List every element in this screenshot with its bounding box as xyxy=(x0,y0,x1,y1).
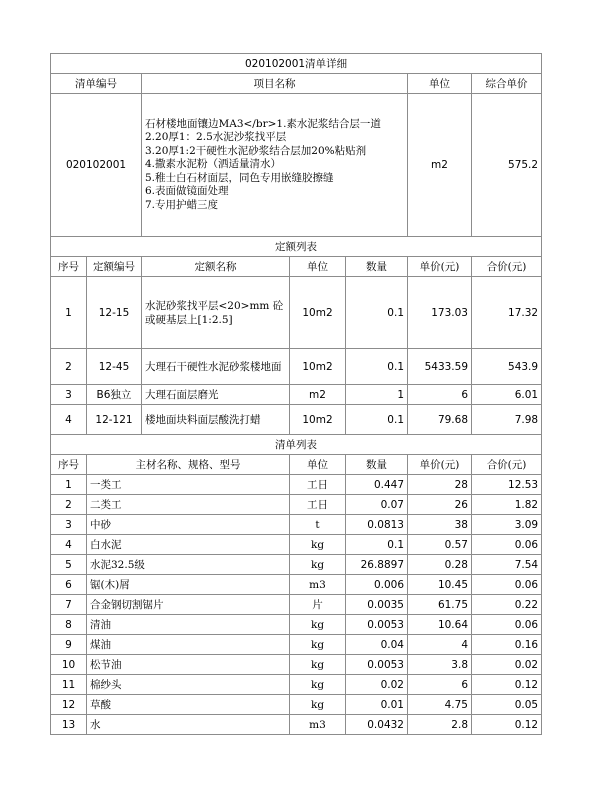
material-price: 28 xyxy=(408,475,472,495)
material-row xyxy=(51,495,542,515)
material-no: 3 xyxy=(51,515,87,535)
material-total: 3.09 xyxy=(472,515,542,535)
quota-code: B6独立 xyxy=(87,385,142,405)
quota-no: 4 xyxy=(51,405,87,435)
material-unit: m3 xyxy=(290,715,346,735)
quota-unit: 10m2 xyxy=(290,405,346,435)
quota-price: 173.03 xyxy=(408,277,472,349)
material-qty: 0.447 xyxy=(346,475,408,495)
quota-row xyxy=(51,405,542,435)
material-no: 13 xyxy=(51,715,87,735)
material-price: 6 xyxy=(408,675,472,695)
material-unit: 片 xyxy=(290,595,346,615)
item-price: 575.2 xyxy=(472,94,542,237)
material-unit: 工日 xyxy=(290,495,346,515)
material-row xyxy=(51,655,542,675)
material-unit: 工日 xyxy=(290,475,346,495)
quota-name: 水泥砂浆找平层<20>mm 砼或硬基层上[1:2.5] xyxy=(142,277,290,349)
material-no: 6 xyxy=(51,575,87,595)
material-no: 10 xyxy=(51,655,87,675)
material-qty: 0.006 xyxy=(346,575,408,595)
material-total: 0.12 xyxy=(472,715,542,735)
material-total: 0.22 xyxy=(472,595,542,615)
quota-row xyxy=(51,349,542,385)
quota-name: 楼地面块料面层酸洗打蜡 xyxy=(142,405,290,435)
material-unit: kg xyxy=(290,555,346,575)
materials-column-header: 单位 xyxy=(290,455,346,475)
quota-qty: 0.1 xyxy=(346,277,408,349)
quota-total: 17.32 xyxy=(472,277,542,349)
materials-header-row xyxy=(51,455,542,475)
material-name: 白水泥 xyxy=(87,535,290,555)
quota-total: 6.01 xyxy=(472,385,542,405)
material-name: 水泥32.5级 xyxy=(87,555,290,575)
item-code: 020102001 xyxy=(51,94,142,237)
material-name: 一类工 xyxy=(87,475,290,495)
material-price: 2.8 xyxy=(408,715,472,735)
material-price: 3.8 xyxy=(408,655,472,675)
material-total: 12.53 xyxy=(472,475,542,495)
material-price: 61.75 xyxy=(408,595,472,615)
material-row xyxy=(51,715,542,735)
material-name: 合金钢切割锯片 xyxy=(87,595,290,615)
material-unit: kg xyxy=(290,635,346,655)
material-total: 0.06 xyxy=(472,615,542,635)
material-total: 0.06 xyxy=(472,535,542,555)
material-no: 7 xyxy=(51,595,87,615)
materials-section-title: 清单列表 xyxy=(51,435,542,455)
materials-column-header: 合价(元) xyxy=(472,455,542,475)
quota-total: 543.9 xyxy=(472,349,542,385)
material-row xyxy=(51,615,542,635)
quota-qty: 0.1 xyxy=(346,349,408,385)
quota-name: 大理石干硬性水泥砂浆楼地面 xyxy=(142,349,290,385)
quota-price: 5433.59 xyxy=(408,349,472,385)
material-name: 松节油 xyxy=(87,655,290,675)
material-name: 水 xyxy=(87,715,290,735)
material-price: 26 xyxy=(408,495,472,515)
quota-section-row xyxy=(51,237,542,257)
material-row xyxy=(51,555,542,575)
quota-price: 79.68 xyxy=(408,405,472,435)
material-unit: kg xyxy=(290,535,346,555)
name-header: 项目名称 xyxy=(142,74,408,94)
material-row xyxy=(51,515,542,535)
material-price: 0.57 xyxy=(408,535,472,555)
materials-column-header: 序号 xyxy=(51,455,87,475)
item-header-row xyxy=(51,74,542,94)
material-qty: 0.0035 xyxy=(346,595,408,615)
material-qty: 0.0053 xyxy=(346,655,408,675)
quota-section-title: 定额列表 xyxy=(51,237,542,257)
quota-no: 2 xyxy=(51,349,87,385)
quota-column-header: 数量 xyxy=(346,257,408,277)
quota-column-header: 定额名称 xyxy=(142,257,290,277)
material-qty: 0.07 xyxy=(346,495,408,515)
code-header: 清单编号 xyxy=(51,74,142,94)
quota-row xyxy=(51,385,542,405)
quota-code: 12-121 xyxy=(87,405,142,435)
sheet-title: 020102001清单详细 xyxy=(51,54,542,74)
material-row xyxy=(51,675,542,695)
material-row xyxy=(51,635,542,655)
quota-qty: 1 xyxy=(346,385,408,405)
material-unit: t xyxy=(290,515,346,535)
material-unit: kg xyxy=(290,615,346,635)
description-line: 5.稚士白石材面层，同色专用嵌缝胶擦缝 xyxy=(145,171,334,184)
material-total: 0.16 xyxy=(472,635,542,655)
title-row xyxy=(51,54,542,74)
materials-column-header: 数量 xyxy=(346,455,408,475)
material-unit: kg xyxy=(290,675,346,695)
material-total: 1.82 xyxy=(472,495,542,515)
quota-column-header: 单位 xyxy=(290,257,346,277)
description-line: 3.20厚1:2干硬性水泥砂浆结合层加20%粘贴剂 xyxy=(145,144,367,157)
quota-unit: m2 xyxy=(290,385,346,405)
material-price: 10.45 xyxy=(408,575,472,595)
material-name: 煤油 xyxy=(87,635,290,655)
material-no: 1 xyxy=(51,475,87,495)
material-name: 棉纱头 xyxy=(87,675,290,695)
material-price: 38 xyxy=(408,515,472,535)
quota-column-header: 单价(元) xyxy=(408,257,472,277)
quota-unit: 10m2 xyxy=(290,277,346,349)
description-line: 7.专用护蜡三度 xyxy=(145,198,219,211)
material-qty: 0.1 xyxy=(346,535,408,555)
quota-column-header: 定额编号 xyxy=(87,257,142,277)
material-price: 0.28 xyxy=(408,555,472,575)
price-header: 综合单价 xyxy=(472,74,542,94)
material-row xyxy=(51,695,542,715)
material-row xyxy=(51,575,542,595)
material-price: 10.64 xyxy=(408,615,472,635)
material-qty: 26.8897 xyxy=(346,555,408,575)
materials-column-header: 主材名称、规格、型号 xyxy=(87,455,290,475)
quota-no: 1 xyxy=(51,277,87,349)
material-unit: kg xyxy=(290,695,346,715)
material-name: 中砂 xyxy=(87,515,290,535)
item-unit: m2 xyxy=(408,94,472,237)
material-qty: 0.0813 xyxy=(346,515,408,535)
material-no: 4 xyxy=(51,535,87,555)
material-name: 清油 xyxy=(87,615,290,635)
material-qty: 0.04 xyxy=(346,635,408,655)
material-no: 2 xyxy=(51,495,87,515)
quota-column-header: 合价(元) xyxy=(472,257,542,277)
quota-code: 12-45 xyxy=(87,349,142,385)
material-name: 锯(木)屑 xyxy=(87,575,290,595)
material-name: 草酸 xyxy=(87,695,290,715)
material-total: 0.06 xyxy=(472,575,542,595)
item-description xyxy=(142,94,408,237)
material-qty: 0.01 xyxy=(346,695,408,715)
material-row xyxy=(51,475,542,495)
description-line: 2.20厚1：2.5水泥沙浆找平层 xyxy=(145,131,287,144)
materials-section-row xyxy=(51,435,542,455)
material-qty: 0.0432 xyxy=(346,715,408,735)
material-name: 二类工 xyxy=(87,495,290,515)
material-total: 7.54 xyxy=(472,555,542,575)
bill-detail-table xyxy=(50,53,542,735)
item-row xyxy=(51,94,542,237)
material-total: 0.12 xyxy=(472,675,542,695)
material-row xyxy=(51,535,542,555)
quota-name: 大理石面层磨光 xyxy=(142,385,290,405)
quota-unit: 10m2 xyxy=(290,349,346,385)
description-lines xyxy=(145,118,404,213)
description-line: 4.撒素水泥粉（洒适量清水） xyxy=(145,158,282,171)
material-unit: kg xyxy=(290,655,346,675)
quota-total: 7.98 xyxy=(472,405,542,435)
material-total: 0.05 xyxy=(472,695,542,715)
description-line: 6.表面做镜面处理 xyxy=(145,185,229,198)
material-unit: m3 xyxy=(290,575,346,595)
material-qty: 0.0053 xyxy=(346,615,408,635)
quota-code: 12-15 xyxy=(87,277,142,349)
material-no: 9 xyxy=(51,635,87,655)
quota-qty: 0.1 xyxy=(346,405,408,435)
quota-no: 3 xyxy=(51,385,87,405)
material-no: 11 xyxy=(51,675,87,695)
material-no: 12 xyxy=(51,695,87,715)
material-no: 8 xyxy=(51,615,87,635)
quota-header-row xyxy=(51,257,542,277)
material-no: 5 xyxy=(51,555,87,575)
materials-column-header: 单价(元) xyxy=(408,455,472,475)
quota-price: 6 xyxy=(408,385,472,405)
unit-header: 单位 xyxy=(408,74,472,94)
quota-column-header: 序号 xyxy=(51,257,87,277)
quota-row xyxy=(51,277,542,349)
material-total: 0.02 xyxy=(472,655,542,675)
material-price: 4 xyxy=(408,635,472,655)
material-price: 4.75 xyxy=(408,695,472,715)
material-qty: 0.02 xyxy=(346,675,408,695)
description-line: 石材楼地面镶边MA3</br>1.素水泥浆结合层一道 xyxy=(145,117,381,130)
material-row xyxy=(51,595,542,615)
